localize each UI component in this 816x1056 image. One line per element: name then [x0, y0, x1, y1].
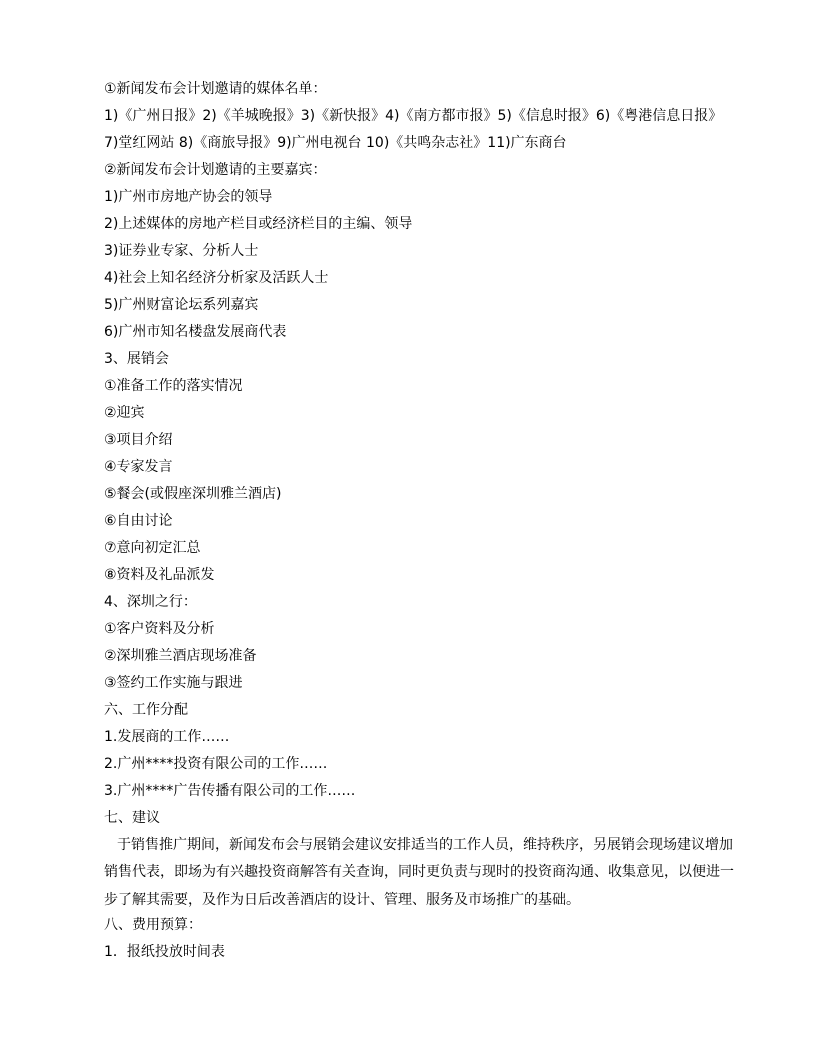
text-line: ①新闻发布会计划邀请的媒体名单： [104, 81, 327, 97]
section-heading: 六、工作分配 [104, 702, 188, 718]
section-heading: 3、展销会 [104, 351, 169, 367]
text-line: 2)上述媒体的房地产栏目或经济栏目的主编、领导 [104, 216, 413, 232]
text-line: ④专家发言 [104, 459, 173, 475]
text-line: ②迎宾 [104, 405, 145, 421]
text-line: 7)堂红网站 8)《商旅导报》9)广州电视台 10)《共鸣杂志社》11)广东商台 [104, 135, 567, 151]
suggestion-paragraph [104, 832, 742, 914]
text-line: ①准备工作的落实情况 [104, 378, 243, 394]
text-line: 6)广州市知名楼盘发展商代表 [104, 324, 287, 340]
text-line: 1)广州市房地产协会的领导 [104, 189, 273, 205]
text-line: 2.广州****投资有限公司的工作…… [104, 756, 328, 772]
text-line: 5)广州财富论坛系列嘉宾 [104, 297, 259, 313]
text-line: 3.广州****广告传播有限公司的工作…… [104, 783, 356, 799]
text-line: 1)《广州日报》2)《羊城晚报》3)《新快报》4)《南方都市报》5)《信息时报》6)《粤港信息日报》 [104, 108, 723, 124]
text-line: ③签约工作实施与跟进 [104, 675, 243, 691]
text-line: ⑦意向初定汇总 [104, 540, 201, 556]
text-line: 3)证券业专家、分析人士 [104, 243, 259, 259]
text-line: ①客户资料及分析 [104, 621, 215, 637]
section-heading: 七、建议 [104, 810, 160, 826]
suggestion-text: 于销售推广期间，新闻发布会与展销会建议安排适当的工作人员，维持秩序，另展销会现场建议增加销售代表，即场为有兴趣投资商解答有关查询，同时更负责与现时的投资商沟通、收集意见，以便进一步了解其需要，及作为日后改善酒店的设计、管理、服务及市场推广的基础。 [104, 837, 734, 908]
text-line: ⑧资料及礼品派发 [104, 567, 215, 583]
text-line: ⑤餐会(或假座深圳雅兰酒店) [104, 486, 282, 502]
section-heading: 4、深圳之行： [104, 594, 197, 610]
text-line: ⑥自由讨论 [104, 513, 173, 529]
text-line: ②新闻发布会计划邀请的主要嘉宾： [104, 162, 327, 178]
section-heading: 八、费用预算： [104, 917, 202, 933]
text-line: ③项目介绍 [104, 432, 173, 448]
text-line: ②深圳雅兰酒店现场准备 [104, 648, 257, 664]
text-line: 1．报纸投放时间表 [104, 944, 225, 960]
text-line: 4)社会上知名经济分析家及活跃人士 [104, 270, 329, 286]
text-line: 1.发展商的工作…… [104, 729, 230, 745]
